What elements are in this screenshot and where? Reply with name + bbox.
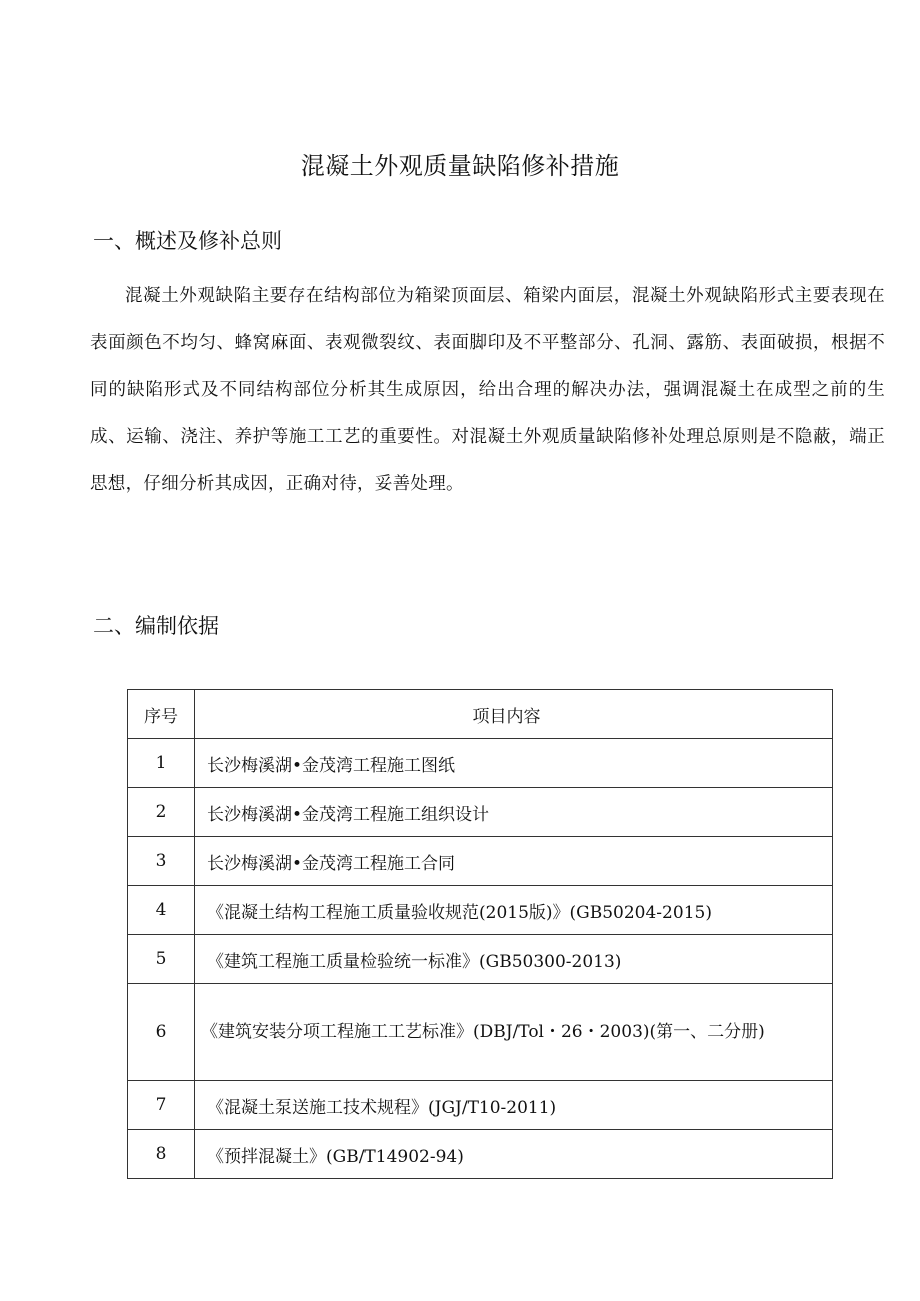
row-content: 《预拌混凝土》(GB/T14902-94) (195, 1130, 833, 1179)
section-heading-basis: 二、编制依据 (93, 614, 219, 638)
row-content: 长沙梅溪湖•金茂湾工程施工图纸 (195, 739, 833, 788)
table-header-row (128, 690, 833, 739)
section-heading-overview: 一、概述及修补总则 (93, 229, 282, 253)
row-content: 长沙梅溪湖•金茂湾工程施工合同 (195, 837, 833, 886)
row-number: 8 (128, 1130, 195, 1179)
table-row (128, 837, 833, 886)
column-header-no: 序号 (128, 690, 195, 739)
overview-paragraph: 混凝土外观缺陷主要存在结构部位为箱梁顶面层、箱梁内面层，混凝土外观缺陷形式主要表现在表面颜色不均匀、蜂窝麻面、表观微裂纹、表面脚印及不平整部分、孔洞、露筋、表面破损，根据不同的缺陷形式及不同结构部位分析其生成原因，给出合理的解决办法，强调混凝土在成型之前的生成、运输、浇注、养护等施工工艺的重要性。对混凝土外观质量缺陷修补处理总原则是不隐蔽，端正思想，仔细分析其成因，正确对待，妥善处理。 (90, 286, 885, 494)
table-row (128, 984, 833, 1081)
column-header-content: 项目内容 (195, 690, 833, 739)
table-row (128, 739, 833, 788)
table-row (128, 935, 833, 984)
row-number: 1 (128, 739, 195, 788)
table-row (128, 886, 833, 935)
row-content: 长沙梅溪湖•金茂湾工程施工组织设计 (195, 788, 833, 837)
row-content: 《建筑安装分项工程施工工艺标准》(DBJ/Tol・26・2003)(第一、二分册) (195, 984, 833, 1081)
row-content: 《混凝土泵送施工技术规程》(JGJ/T10-2011) (195, 1081, 833, 1130)
row-number: 6 (128, 984, 195, 1081)
row-number: 2 (128, 788, 195, 837)
row-number: 4 (128, 886, 195, 935)
row-number: 7 (128, 1081, 195, 1130)
row-number: 3 (128, 837, 195, 886)
document-title: 混凝土外观质量缺陷修补措施 (300, 152, 620, 180)
row-content: 《混凝土结构工程施工质量验收规范(2015版)》(GB50204-2015) (195, 886, 833, 935)
table-row (128, 1130, 833, 1179)
row-number: 5 (128, 935, 195, 984)
basis-table (127, 689, 833, 1179)
table-row (128, 788, 833, 837)
table-row (128, 1081, 833, 1130)
row-content: 《建筑工程施工质量检验统一标准》(GB50300-2013) (195, 935, 833, 984)
